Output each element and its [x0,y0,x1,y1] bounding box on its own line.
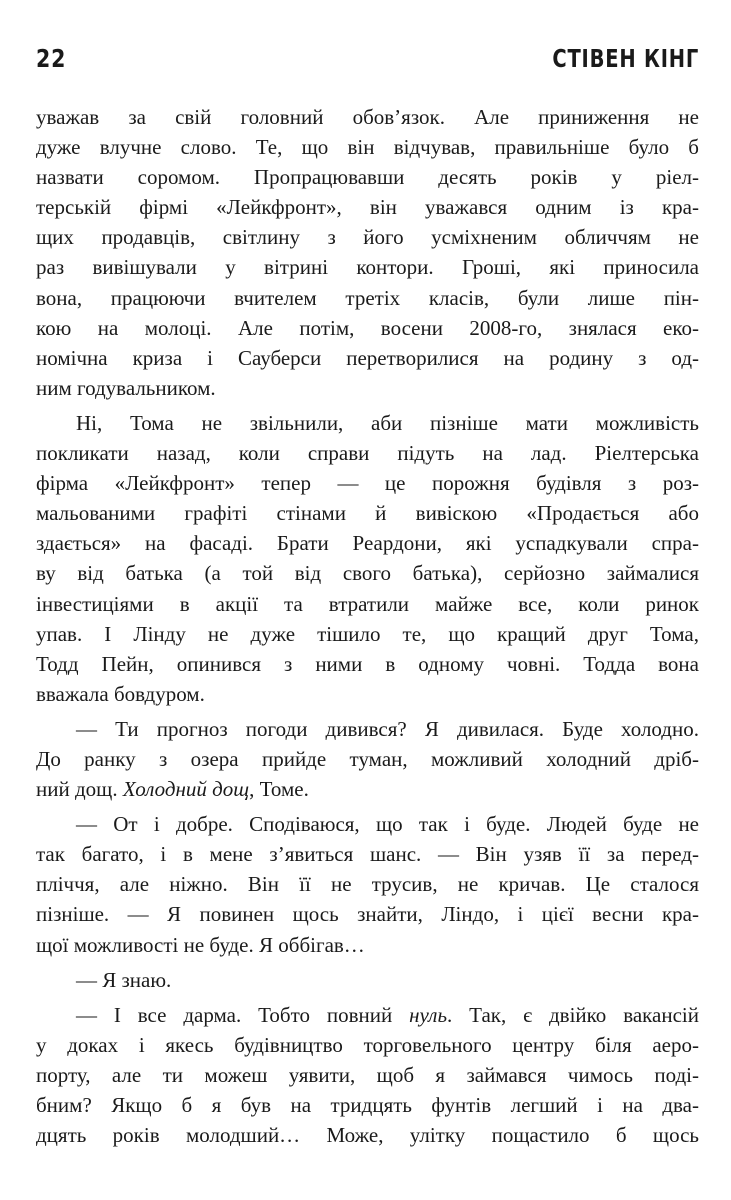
text-line: кою на молоці. Але потім, восени 2008-го, знялася еко- [36,315,699,340]
text-line: Ні, Тома не звільнили, аби пізніше мати можливість [76,410,699,435]
text-line: щих продавців, світлину з його усміхненим обличчям не [36,225,699,250]
text-fragment: . Так, є двійко вакансій [447,1002,699,1027]
text-line: здається» на фасаді. Брати Реардони, які успадкували спра- [36,531,699,556]
text-line: — Я знаю. [76,967,172,992]
text-line: дуже влучне слово. Те, що він відчував, правильніше було б [36,135,699,160]
paragraph [36,408,699,709]
text-line: покликати назад, коли справи підуть на лад. Ріелтерська [36,441,699,466]
text-line: бним? Якщо б я був на тридцять фунтів легший і на два- [36,1093,699,1117]
italic-phrase: нуль [409,1002,447,1027]
text-line: номічна криза і Сауберси перетворилися на родину з од- [36,345,699,370]
text-line: — От і добре. Сподіваюся, що так і буде. Людей буде не [76,812,699,837]
text-line: фірма «Лейкфронт» тепер — це порожня будівля з роз- [36,471,699,496]
text-line: терській фірмі «Лейкфронт», він уважався одним із кра- [36,195,699,220]
dialogue-paragraph [36,714,699,960]
text-line: дцять років молодший… Може, улітку пощастило б щось [36,1123,699,1148]
text-line: інвестиціями в акції та втратили майже все, коли ринок [36,591,699,616]
text-line: так багато, і в мене з’явиться шанс. — Він узяв її за перед- [36,842,699,867]
text-line: уважав за свій головний обов’язок. Але приниження не [36,105,699,129]
italic-phrase: Холодний дощ [122,777,250,802]
text-fragment: ний дощ. [36,777,123,802]
text-line: пізніше. — Я повинен щось знайти, Ліндо, і цієї весни кра- [36,902,699,927]
paragraph [36,102,699,403]
body-text [36,102,699,1150]
text-line: раз вивішували у вітрині контори. Гроші, які приносила [36,255,699,280]
text-fragment: — І все дарма. Тобто повний [76,1002,410,1027]
running-head [36,44,699,80]
text-line: ву від батька (а той від свого батька), серйозно займалися [36,561,699,586]
text-line: До ранку з озера прийде туман, можливий холодний дріб- [36,746,699,771]
author-name: СТІВЕН КІНГ [552,44,699,73]
text-line: назвати соромом. Пропрацювавши десять років у ріел- [36,165,699,190]
text-line: упав. І Лінду не дуже тішило те, що кращий друг Тома, [36,621,699,646]
text-fragment: , Томе. [249,777,309,802]
text-line: порту, але ти можеш уявити, щоб я займався чимось поді- [36,1062,699,1087]
text-line: пліччя, але ніжно. Він її не трусив, не кричав. Це сталося [36,872,699,897]
text-line [36,774,699,804]
text-line: вважала бовдуром. [36,681,205,706]
text-line: у доках і якесь будівництво торговельного центру біля аеро- [36,1032,699,1057]
text-line: Тодд Пейн, опинився з ними в одному човні. Тодда вона [36,651,699,676]
dialogue-paragraph [36,1000,699,1150]
text-line: вона, працюючи вчителем третіх класів, були лише пін- [36,285,699,310]
dialogue-paragraph [36,965,699,995]
page-number: 22 [36,44,67,73]
text-line: ним годувальником. [36,375,216,400]
text-line: — Ти прогноз погоди дивився? Я дивилася. Буде холодно. [76,716,699,741]
text-line: мальованими графіті стінами й вивіскою «Продається або [36,501,699,526]
text-line [36,1000,699,1030]
text-line: щої можливості не буде. Я оббігав… [36,932,365,957]
